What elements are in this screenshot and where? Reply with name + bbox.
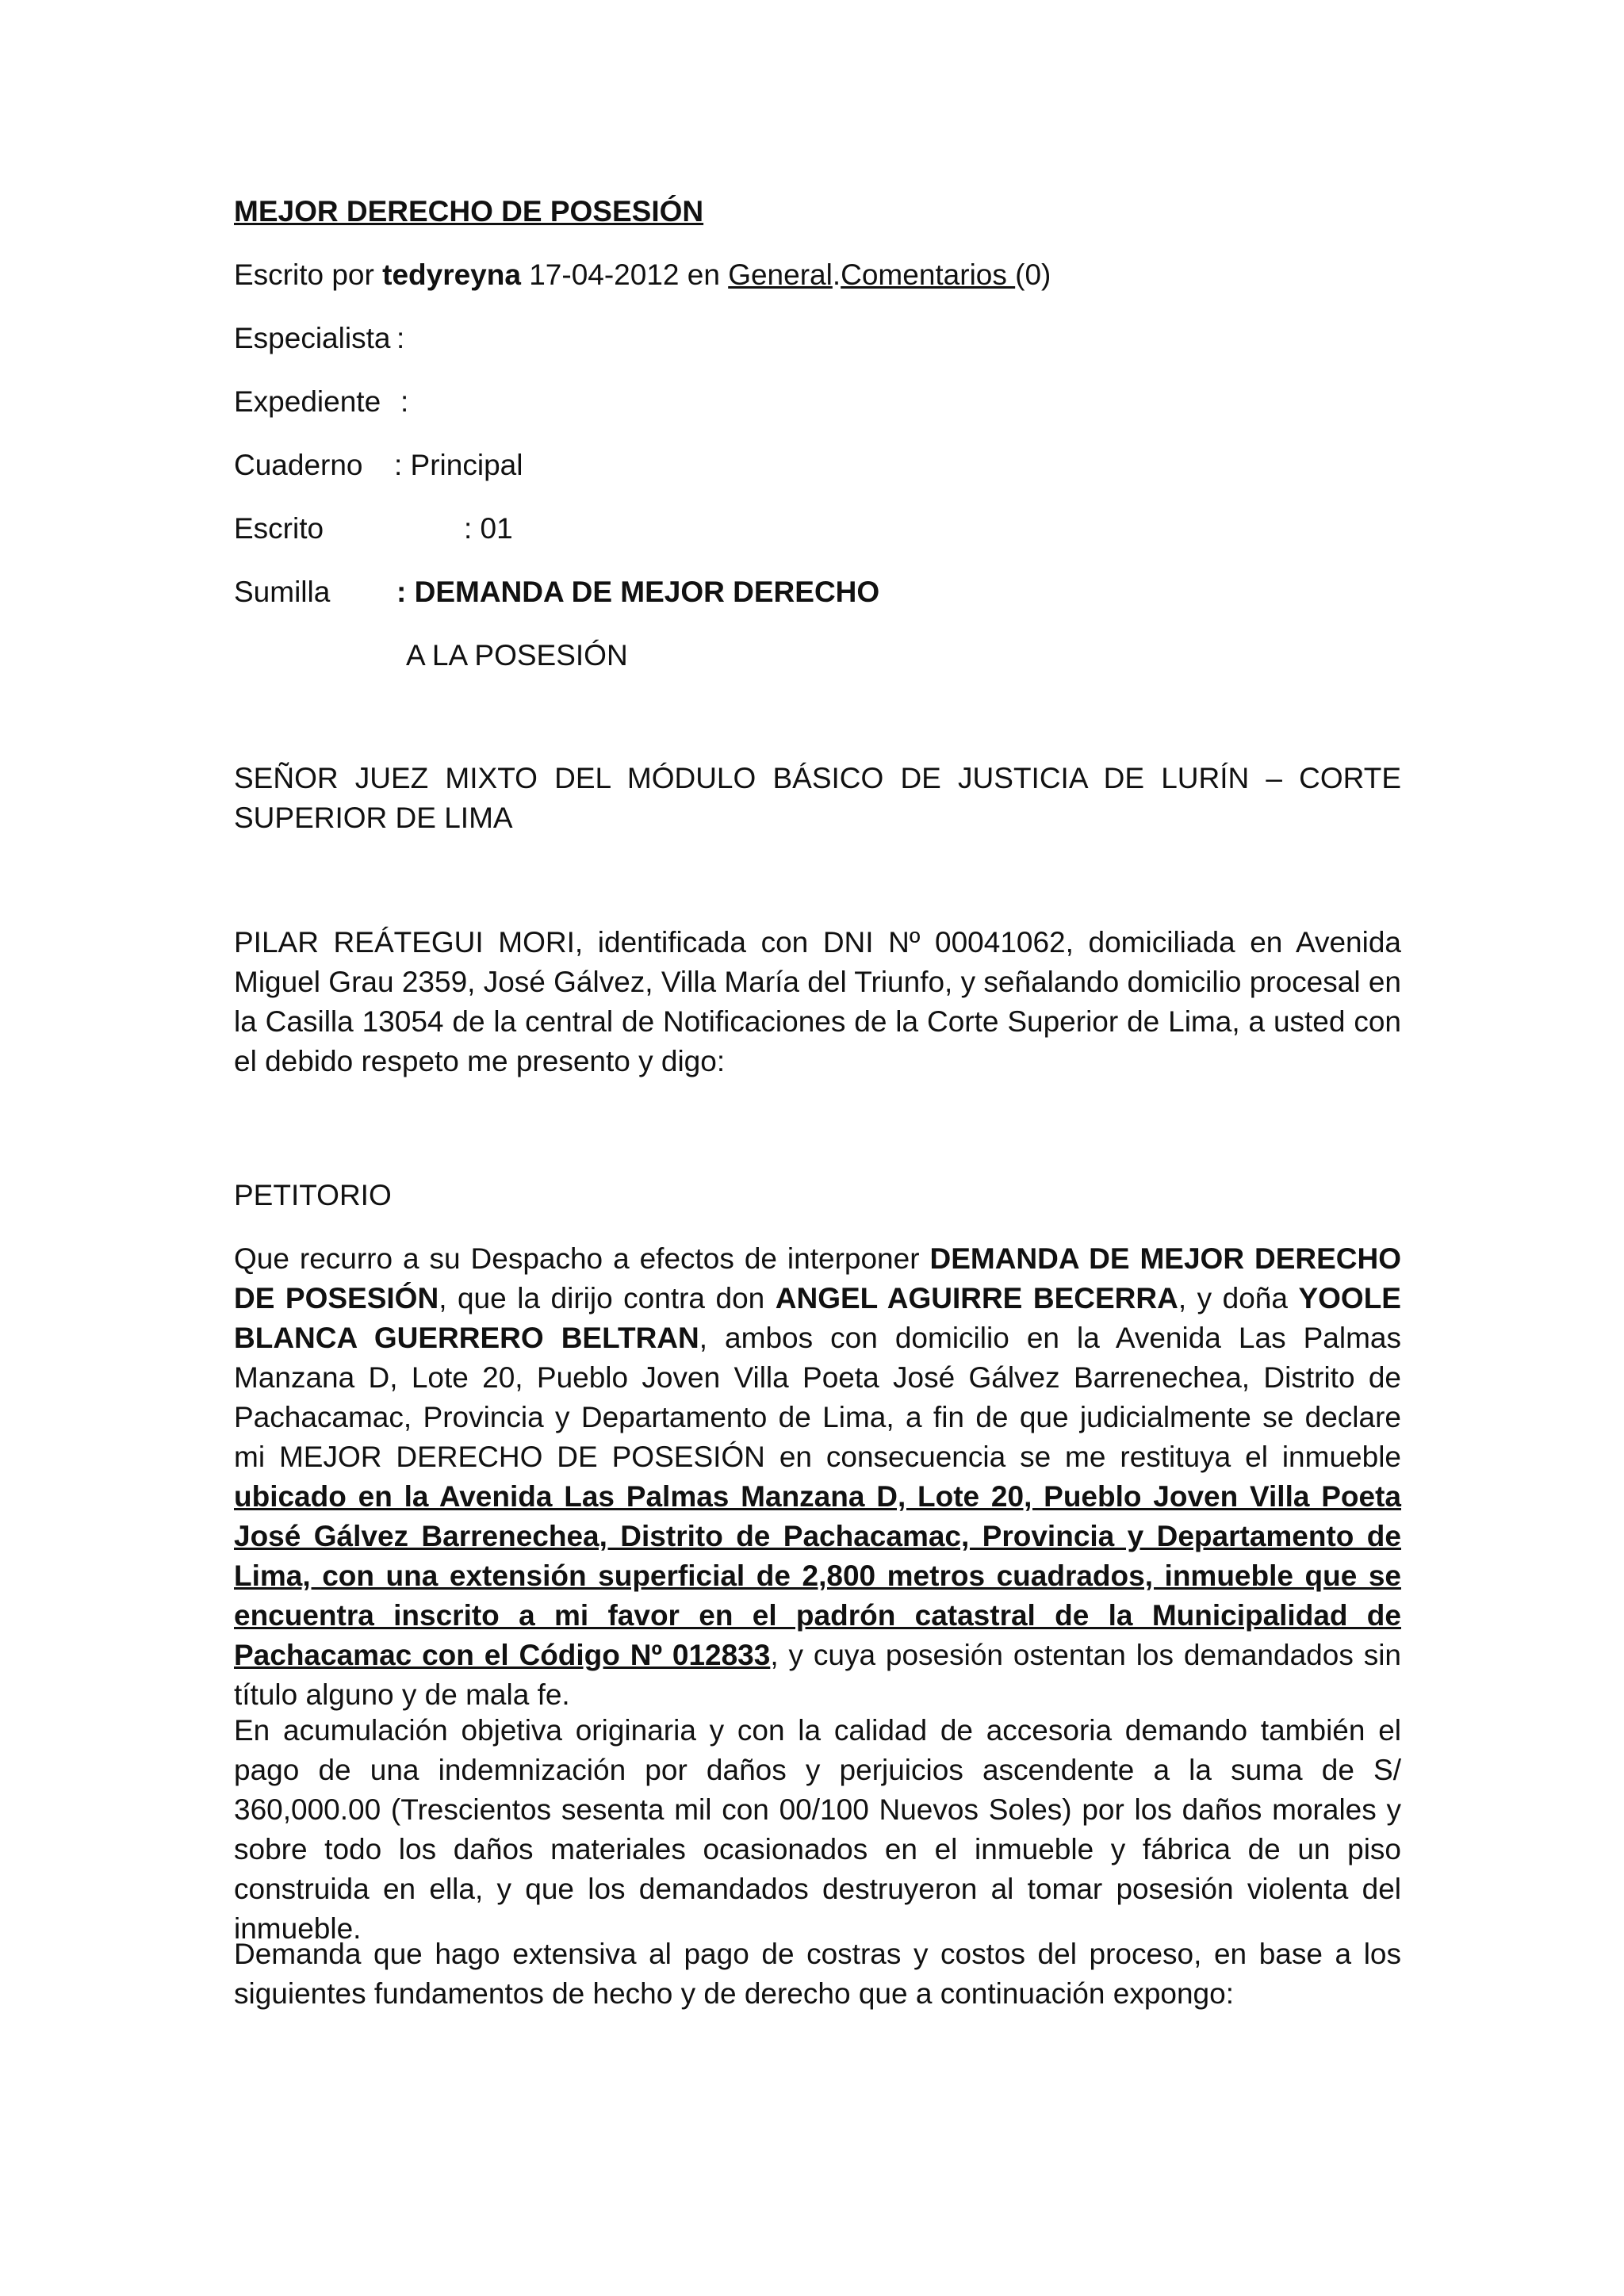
costs-paragraph: Demanda que hago extensiva al pago de costras y costos del proceso, en base a los siguientes fundamentos de hecho y de derecho que a continuación expongo: xyxy=(234,1938,1401,2010)
field-value: : DEMANDA DE MEJOR DERECHO xyxy=(396,576,880,608)
plaintiff-intro: PILAR REÁTEGUI MORI, identificada con DNI Nº 00041062, domiciliada en Avenida Miguel Grau 2359, José Gálvez, Villa María del Triunfo, y señalando domicilio procesal en la Casilla 13054 de la central de Notificaciones de la Corte Superior de Lima, a usted con el debido respeto me presento y digo: xyxy=(234,926,1401,1077)
field-cuaderno xyxy=(234,446,1423,485)
petitorio-text: Que recurro a su Despacho a efectos de interponer xyxy=(234,1242,930,1275)
field-label: Sumilla xyxy=(234,576,331,608)
field-value: : xyxy=(396,322,405,354)
field-value: : xyxy=(400,385,409,418)
petitorio-property-description: ubicado en la Avenida Las Palmas Manzana D, Lote 20, Pueblo Joven Villa Poeta José Gálvez Barrenechea, Distrito de Pachacamac, Provincia y Departamento de Lima, con una extensión superficial de 2,800 metros cuadrados, inmueble que se encuentra inscrito a mi favor en el padrón catastral de la Municipalidad de Pachacamac con el Código Nº 012833 xyxy=(234,1480,1401,1671)
document-title: MEJOR DERECHO DE POSESIÓN xyxy=(234,195,704,228)
field-value: : Principal xyxy=(394,449,523,481)
petitorio-text: , ambos con domicilio en la Avenida Las Palmas Manzana D, Lote 20, Pueblo Joven Villa Poeta José Gálvez Barrenechea, Distrito de Pachacamac, Provincia y Departamento de Lima, a fin de que judicialmente se declare mi MEJOR DERECHO DE POSESIÓN en consecuencia se me restituya el inmueble xyxy=(234,1322,1401,1473)
petitorio-bold-defendant-1: ANGEL AGUIRRE BECERRA xyxy=(775,1282,1178,1314)
petitorio-paragraph xyxy=(234,1239,1401,1715)
field-label: Cuaderno xyxy=(234,449,363,481)
field-label: Especialista xyxy=(234,322,391,354)
petitorio-text: , y doña xyxy=(1178,1282,1299,1314)
comments-link[interactable]: Comentarios xyxy=(841,258,1016,291)
post-meta xyxy=(234,255,1051,295)
meta-separator: . xyxy=(832,258,841,291)
field-sumilla xyxy=(234,572,1423,612)
meta-prefix: Escrito por xyxy=(234,258,383,291)
indemnity-paragraph: En acumulación objetiva originaria y con la calidad de accesoria demando también el pago de una indemnización por daños y perjuicios ascendente a la suma de S/ 360,000.00 (Trescientos sesenta mil con 00/100 Nuevos Soles) por los daños morales y sobre todo los daños materiales ocasionados en el inmueble y fábrica de un piso construida en ella, y que los demandados destruyeron al tomar posesión violenta del inmueble. xyxy=(234,1714,1401,1945)
field-expediente xyxy=(234,382,1423,422)
field-especialista xyxy=(234,319,1423,358)
field-label: Escrito xyxy=(234,512,324,545)
section-heading-petitorio: PETITORIO xyxy=(234,1179,392,1211)
petitorio-bold-claim: DEMANDA DE MEJOR DERECHO DE POSESIÓN xyxy=(234,1242,1401,1314)
petitorio-bold-defendant-2: YOOLE BLANCA GUERRERO BELTRAN xyxy=(234,1282,1401,1354)
petitorio-text: , y cuya posesión ostentan los demandados sin título alguno y de mala fe. xyxy=(234,1639,1401,1711)
court-addressee: SEÑOR JUEZ MIXTO DEL MÓDULO BÁSICO DE JUSTICIA DE LURÍN – CORTE SUPERIOR DE LIMA xyxy=(234,762,1401,834)
field-value: : 01 xyxy=(464,512,513,545)
author-name: tedyreyna xyxy=(382,258,521,291)
field-escrito xyxy=(234,509,1423,549)
petitorio-text: , que la dirijo contra don xyxy=(439,1282,776,1314)
field-value-continued: A LA POSESIÓN xyxy=(406,639,628,672)
field-sumilla-line2 xyxy=(234,636,1423,675)
comments-count: (0) xyxy=(1015,258,1051,291)
category-link[interactable]: General xyxy=(728,258,833,291)
field-label: Expediente xyxy=(234,385,381,418)
post-date: 17-04-2012 en xyxy=(520,258,729,291)
